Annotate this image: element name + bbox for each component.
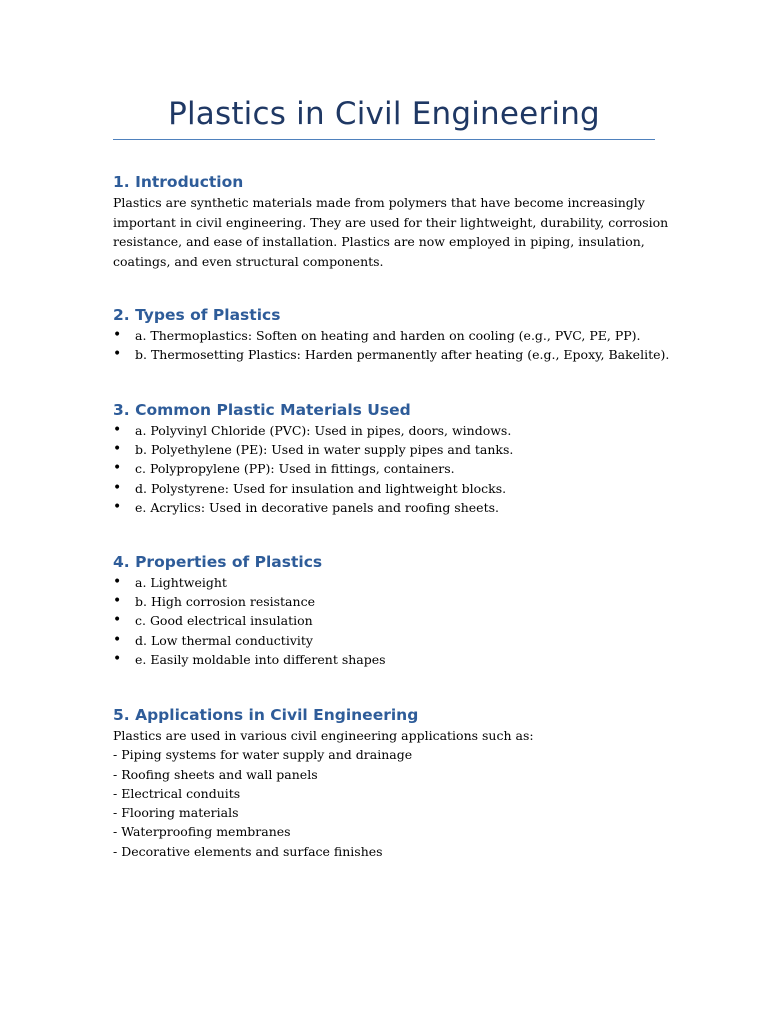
bullet-text: b. Polyethylene (PE): Used in water supply pipes and tanks. <box>135 442 514 458</box>
application-item: - Roofing sheets and wall panels <box>113 766 318 782</box>
bullet-icon: • <box>113 612 122 629</box>
application-item: - Waterproofing membranes <box>113 824 291 840</box>
bullet-item <box>113 498 655 517</box>
section-heading: 5. Applications in Civil Engineering <box>113 706 419 724</box>
bullet-item <box>113 421 655 440</box>
section-common-plastic-materials <box>113 399 655 517</box>
bullet-list <box>113 573 655 669</box>
bullet-icon: • <box>113 498 122 515</box>
paragraph-line: Plastics are used in various civil engineering applications such as: <box>113 728 534 743</box>
bullet-icon: • <box>113 650 122 667</box>
bullet-text: a. Lightweight <box>135 575 227 590</box>
section-heading: 1. Introduction <box>113 173 244 191</box>
bullet-item <box>113 459 655 478</box>
section-introduction <box>113 171 669 271</box>
bullet-item <box>113 479 655 498</box>
section-applications <box>113 704 655 861</box>
bullet-icon: • <box>113 631 122 648</box>
bullet-text: c. Polypropylene (PP): Used in fittings, containers. <box>135 461 455 477</box>
application-item: - Electrical conduits <box>113 785 241 801</box>
applications-list <box>113 726 655 861</box>
bullet-list <box>113 326 670 364</box>
application-item: - Piping systems for water supply and drainage <box>113 747 413 763</box>
bullet-icon: • <box>113 593 122 610</box>
bullet-item <box>113 592 655 611</box>
bullet-icon: • <box>113 422 122 438</box>
bullet-text: c. Good electrical insulation <box>135 613 313 629</box>
bullet-text: e. Acrylics: Used in decorative panels and roofing sheets. <box>135 499 499 515</box>
bullet-item <box>113 440 655 459</box>
bullet-text: d. Polystyrene: Used for insulation and lightweight blocks. <box>135 480 507 496</box>
bullet-icon: • <box>113 327 122 343</box>
paragraph-line: important in civil engineering. They are used for their lightweight, durability, corrosion <box>113 214 669 230</box>
bullet-icon: • <box>113 460 122 477</box>
bullet-text: d. Low thermal conductivity <box>135 632 313 648</box>
application-item: - Flooring materials <box>113 805 239 821</box>
paragraph-line: Plastics are synthetic materials made from polymers that have become increasingly <box>113 195 645 210</box>
bullet-item <box>113 573 655 592</box>
section-types-of-plastics <box>113 304 670 364</box>
bullet-item <box>113 345 670 364</box>
bullet-text: a. Polyvinyl Chloride (PVC): Used in pipes, doors, windows. <box>135 423 512 438</box>
bullet-icon: • <box>113 346 122 363</box>
section-paragraph <box>113 193 669 271</box>
section-heading: 4. Properties of Plastics <box>113 553 323 571</box>
section-heading: 2. Types of Plastics <box>113 306 281 324</box>
bullet-icon: • <box>113 479 122 496</box>
application-item: - Decorative elements and surface finishes <box>113 843 383 859</box>
bullet-item <box>113 631 655 650</box>
bullet-item <box>113 611 655 630</box>
bullet-text: a. Thermoplastics: Soften on heating and harden on cooling (e.g., PVC, PE, PP). <box>135 328 641 343</box>
section-heading: 3. Common Plastic Materials Used <box>113 401 411 419</box>
bullet-text: b. Thermosetting Plastics: Harden permanently after heating (e.g., Epoxy, Bakelite). <box>135 347 670 363</box>
bullet-item <box>113 650 655 669</box>
bullet-text: b. High corrosion resistance <box>135 594 315 610</box>
paragraph-line: resistance, and ease of installation. Plastics are now employed in piping, insulation, <box>113 234 645 249</box>
bullet-list <box>113 421 655 517</box>
title-underline-rule <box>113 139 655 140</box>
paragraph-line: coatings, and even structural components. <box>113 253 384 269</box>
bullet-icon: • <box>113 441 122 458</box>
document-title: Plastics in Civil Engineering <box>168 96 600 132</box>
bullet-icon: • <box>113 574 122 590</box>
section-properties-of-plastics <box>113 551 655 669</box>
bullet-text: e. Easily moldable into different shapes <box>135 651 386 667</box>
bullet-item <box>113 326 655 345</box>
